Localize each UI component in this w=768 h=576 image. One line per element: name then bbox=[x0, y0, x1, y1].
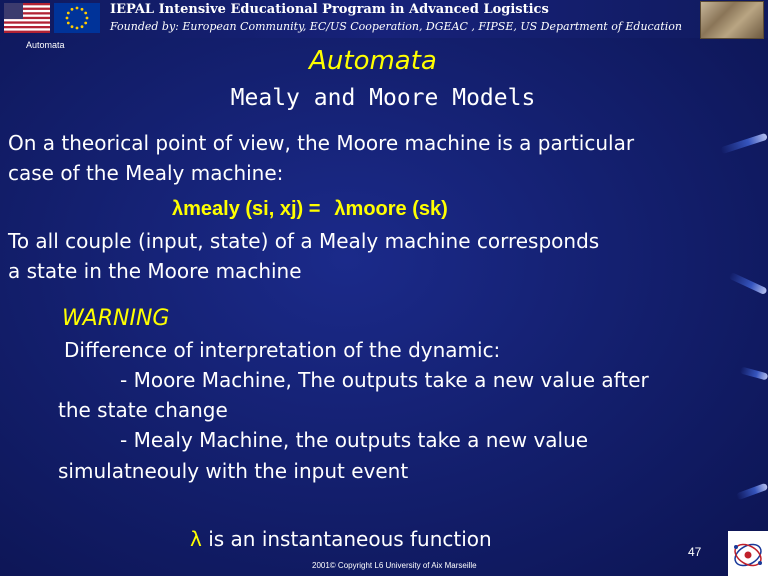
formula-right: moore (sk) bbox=[345, 198, 448, 220]
slide-label: Automata bbox=[26, 40, 65, 50]
warning-heading: WARNING bbox=[62, 306, 170, 331]
paragraph-line: a state in the Moore machine bbox=[8, 259, 302, 283]
copyright: 2001© Copyright L6 University of Aix Marseille bbox=[312, 561, 477, 570]
decorative-streak bbox=[740, 366, 768, 380]
warning-line: - Moore Machine, The outputs take a new value after bbox=[120, 368, 649, 392]
header-photo bbox=[700, 1, 764, 39]
lambda-symbol: λ bbox=[190, 527, 202, 551]
warning-line: the state change bbox=[58, 398, 228, 422]
warning-line: - Mealy Machine, the outputs take a new value bbox=[120, 428, 589, 452]
page-number: 47 bbox=[688, 545, 702, 559]
decorative-streak bbox=[736, 483, 768, 501]
eu-flag-icon bbox=[54, 3, 100, 33]
slide-title: Automata bbox=[309, 46, 437, 76]
lambda-symbol: λ bbox=[172, 198, 184, 220]
header-title: IEPAL Intensive Educational Program in Advanced Logistics bbox=[110, 2, 549, 17]
us-flag-icon bbox=[4, 3, 50, 33]
paragraph-line: To all couple (input, state) of a Mealy machine corresponds bbox=[8, 229, 600, 253]
decorative-streak bbox=[720, 133, 768, 154]
header-subtitle: Founded by: European Community, EC/US Cooperation, DGEAC , FIPSE, US Department of Education bbox=[110, 20, 682, 33]
formula-left: mealy (si, xj) = bbox=[183, 198, 321, 220]
paragraph-line: case of the Mealy machine: bbox=[8, 161, 284, 185]
lambda-note bbox=[190, 527, 492, 551]
slide-subtitle: Mealy and Moore Models bbox=[230, 85, 536, 111]
warning-line: simulatneouly with the input event bbox=[58, 459, 409, 483]
university-logo bbox=[728, 531, 768, 576]
lambda-symbol: λ bbox=[334, 198, 346, 220]
decorative-streak bbox=[728, 272, 767, 295]
warning-line: Difference of interpretation of the dynamic: bbox=[64, 338, 501, 362]
formula bbox=[172, 198, 448, 221]
paragraph-line: On a theorical point of view, the Moore machine is a particular bbox=[8, 131, 635, 155]
lambda-note-text: is an instantaneous function bbox=[201, 527, 492, 551]
